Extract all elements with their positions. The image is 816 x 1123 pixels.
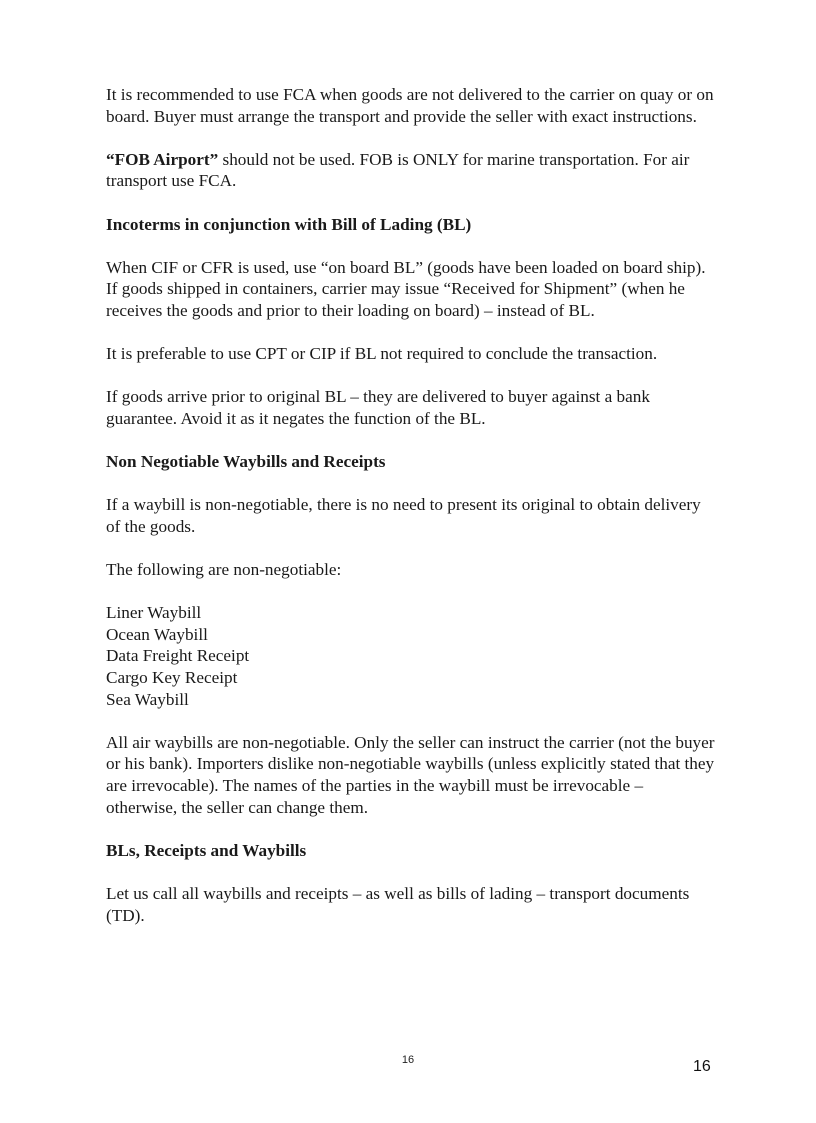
heading-incoterms-bl: Incoterms in conjunction with Bill of Lading (BL) [106,214,472,234]
paragraph-fca-recommendation: It is recommended to use FCA when goods are not delivered to the carrier on quay or on board. Buyer must arrange the transport and provide the seller with exact instructions. [106,85,714,126]
paragraph-transport-documents: Let us call all waybills and receipts – as well as bills of lading – transport documents (TD). [106,883,690,925]
paragraph-air-waybills: All air waybills are non-negotiable. Only the seller can instruct the carrier (not the buyer or his bank). Importers dislike non-negotiable waybills (unless explicitly stated that they are irrevocable). The names of the parties in the waybill must be irrevocable – otherwise, the seller can change them. [106,732,715,817]
list-item: Liner Waybill [106,603,202,623]
paragraph-bank-guarantee: If goods arrive prior to original BL – they are delivered to buyer against a bank guarantee. Avoid it as it negates the function of the BL. [106,387,650,428]
paragraph-on-board-bl: When CIF or CFR is used, use “on board BL” (goods have been loaded on board ship). [106,257,706,277]
fob-airport-term: “FOB Airport” [106,149,219,169]
list-item: Data Freight Receipt [106,646,250,666]
paragraph-list-intro: The following are non-negotiable: [106,560,342,580]
heading-bls-receipts: BLs, Receipts and Waybills [106,840,307,860]
paragraph-fob-airport [106,149,718,192]
page-number-right: 16 [693,1058,711,1075]
paragraph-waybill-definition: If a waybill is non-negotiable, there is no need to present its original to obtain delivery of the goods. [106,495,701,536]
list-item: Sea Waybill [106,689,189,709]
list-item: Cargo Key Receipt [106,668,238,688]
fob-airport-text: should not be used. FOB is ONLY for marine transportation. For air transport use FCA. [106,149,690,191]
non-negotiable-list [106,602,718,710]
list-item: Ocean Waybill [106,624,208,644]
heading-non-negotiable: Non Negotiable Waybills and Receipts [106,452,386,472]
page-number-center: 16 [401,1054,415,1066]
document-body [106,84,718,948]
paragraph-received-for-shipment: If goods shipped in containers, carrier may issue “Received for Shipment” (when he receives the goods and prior to their loading on board) – instead of BL. [106,279,685,320]
paragraph-cpt-cip: It is preferable to use CPT or CIP if BL not required to conclude the transaction. [106,344,658,364]
